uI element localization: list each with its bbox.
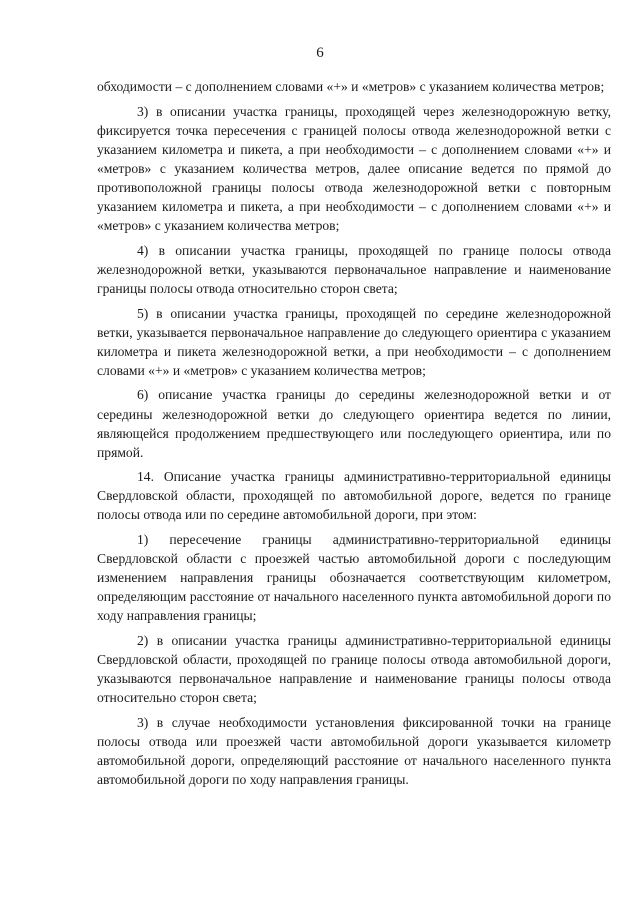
paragraph-item-6-railway-continuation: 6) описание участка границы до середины железнодорожной ветки и от середины железнодорожной ветки до следующего ориентира ведется по линии, являющейся продолжением предшествующего или последующего ориентира, или по прямой. — [97, 387, 611, 460]
page-number: 6 — [316, 45, 324, 61]
paragraph-item-3-railway-crossing: 3) в описании участка границы, проходящей через железнодорожную ветку, фиксируется точка пересечения с границей полосы отвода железнодорожной ветки с указанием километра и пикета, а при необходимости – с дополнением словами «+» и «метров» с указанием количества метров, далее описание ведется по прямой до противоположной границы полосы отвода железнодорожной ветки с повторным указанием километра и пикета, а при необходимости – с дополнением словами «+» и «метров» с указанием количества метров; — [97, 103, 611, 234]
paragraph-item-2-road-boundary: 2) в описании участка границы административно-территориальной единицы Свердловской области, проходящей по границе полосы отвода автомобильной дороги, указываются первоначальное направление и наименование границы полосы отвода относительно сторон света; — [97, 633, 611, 706]
paragraph-item-3-road-fixed-point: 3) в случае необходимости установления фиксированной точки на границе полосы отвода или проезжей части автомобильной дороги указывается километр автомобильной дороги, определяющий расстояние от начального населенного пункта автомобильной дороги по ходу направления границы. — [97, 714, 611, 788]
paragraph-item-1-road-crossing: 1) пересечение границы административно-территориальной единицы Свердловской области с проезжей частью автомобильной дороги с последующим изменением направления границы обозначается соответствующим километром, определяющим расстояние от начального населенного пункта автомобильной дороги по ходу направления границы; — [97, 532, 611, 624]
paragraph-item-4-railway-boundary: 4) в описании участка границы, проходящей по границе полосы отвода железнодорожной ветки, указываются первоначальное направление и наименование границы полосы отвода относительно сторон света; — [97, 242, 611, 296]
paragraph-continuation: обходимости – с дополнением словами «+» и «метров» с указанием количества метров; — [97, 79, 605, 94]
paragraph-section-14: 14. Описание участка границы административно-территориальной единицы Свердловской области, проходящей по автомобильной дороге, ведется по границе полосы отвода или по середине автомобильной дороги, при этом: — [97, 469, 611, 523]
paragraph-item-5-railway-middle: 5) в описании участка границы, проходящей по середине железнодорожной ветки, указывается первоначальное направление до следующего ориентира с указанием километра и пикета железнодорожной ветки, а при необходимости – с дополнением словами «+» и «метров» с указанием количества метров; — [97, 305, 611, 378]
document-body — [97, 77, 611, 795]
